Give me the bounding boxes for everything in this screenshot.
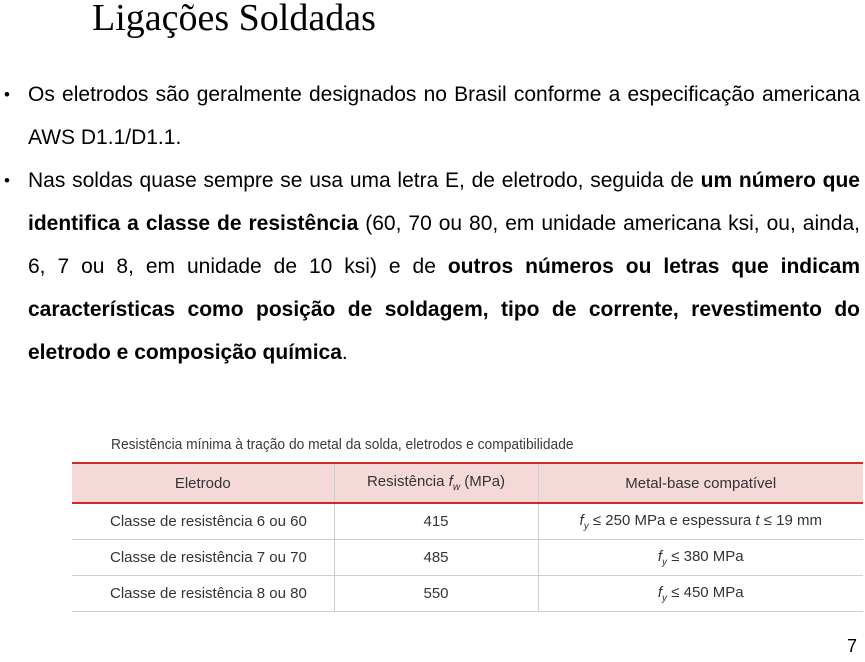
cell-eletrodo: Classe de resistência 8 ou 80 [72, 576, 334, 612]
fy-symbol: f [657, 583, 663, 601]
cell-metal-text: ≤ 450 MPa [671, 583, 744, 601]
cell-resistencia: 485 [334, 540, 538, 576]
header-fw-subscript: w [452, 482, 461, 493]
header-fw-symbol: f [448, 473, 453, 490]
fy-subscript: y [662, 592, 668, 604]
cell-metal [538, 540, 863, 576]
header-resistencia-suffix: (MPa) [460, 473, 506, 490]
bullet-dot: • [4, 171, 10, 190]
page-title: Ligações Soldadas [92, 0, 376, 39]
table-row [72, 576, 863, 612]
thickness-symbol: t [755, 511, 760, 529]
table-row [72, 503, 863, 540]
header-resistencia-prefix: Resistência [366, 473, 449, 490]
bullet-run: Os eletrodos são geralmente designados no Brasil conforme a especificação americana AWS D1.1/D1.1. [28, 83, 860, 149]
header-resistencia [334, 463, 538, 503]
cell-metal [538, 576, 863, 612]
table-header-row [72, 463, 863, 503]
cell-eletrodo: Classe de resistência 6 ou 60 [72, 503, 334, 540]
cell-eletrodo: Classe de resistência 7 ou 70 [72, 540, 334, 576]
bullet-text [28, 159, 860, 374]
fy-subscript: y [583, 520, 589, 532]
cell-metal-text: ≤ 250 MPa e espessura [592, 511, 756, 529]
bullet-item [0, 73, 860, 159]
bullet-item [0, 159, 860, 374]
bullet-bold-run: outros números ou letras que indicam características como posição de soldagem, tipo de corrente, revestimento do eletrodo e composição química [28, 255, 860, 364]
bullet-run: . [341, 341, 348, 364]
bullet-bold-run: um número que identifica a classe de resistência [28, 169, 860, 235]
table-row [72, 540, 863, 576]
fy-symbol: f [657, 547, 663, 565]
fy-subscript: y [662, 556, 668, 568]
cell-resistencia: 550 [334, 576, 538, 612]
cell-metal-tail: ≤ 19 mm [759, 511, 822, 529]
bullet-run: Nas soldas quase sempre se usa uma letra E, de eletrodo, seguida de [28, 169, 701, 192]
electrode-table [72, 462, 863, 612]
bullet-text [28, 73, 860, 159]
table-caption: Resistência mínima à tração do metal da solda, eletrodos e compatibilidade [111, 436, 574, 453]
cell-metal-text: ≤ 380 MPa [671, 547, 744, 565]
bullet-dot: • [4, 85, 10, 104]
cell-resistencia: 415 [334, 503, 538, 540]
page-number: 7 [846, 636, 857, 656]
cell-metal [538, 503, 863, 540]
bullet-run: (60, 70 ou 80, em unidade americana ksi, ou, ainda, 6, 7 ou 8, em unidade de 10 ksi) e de [28, 212, 860, 278]
header-metal: Metal-base compatível [538, 463, 863, 503]
header-eletrodo: Eletrodo [72, 463, 334, 503]
fy-symbol: f [579, 511, 584, 529]
